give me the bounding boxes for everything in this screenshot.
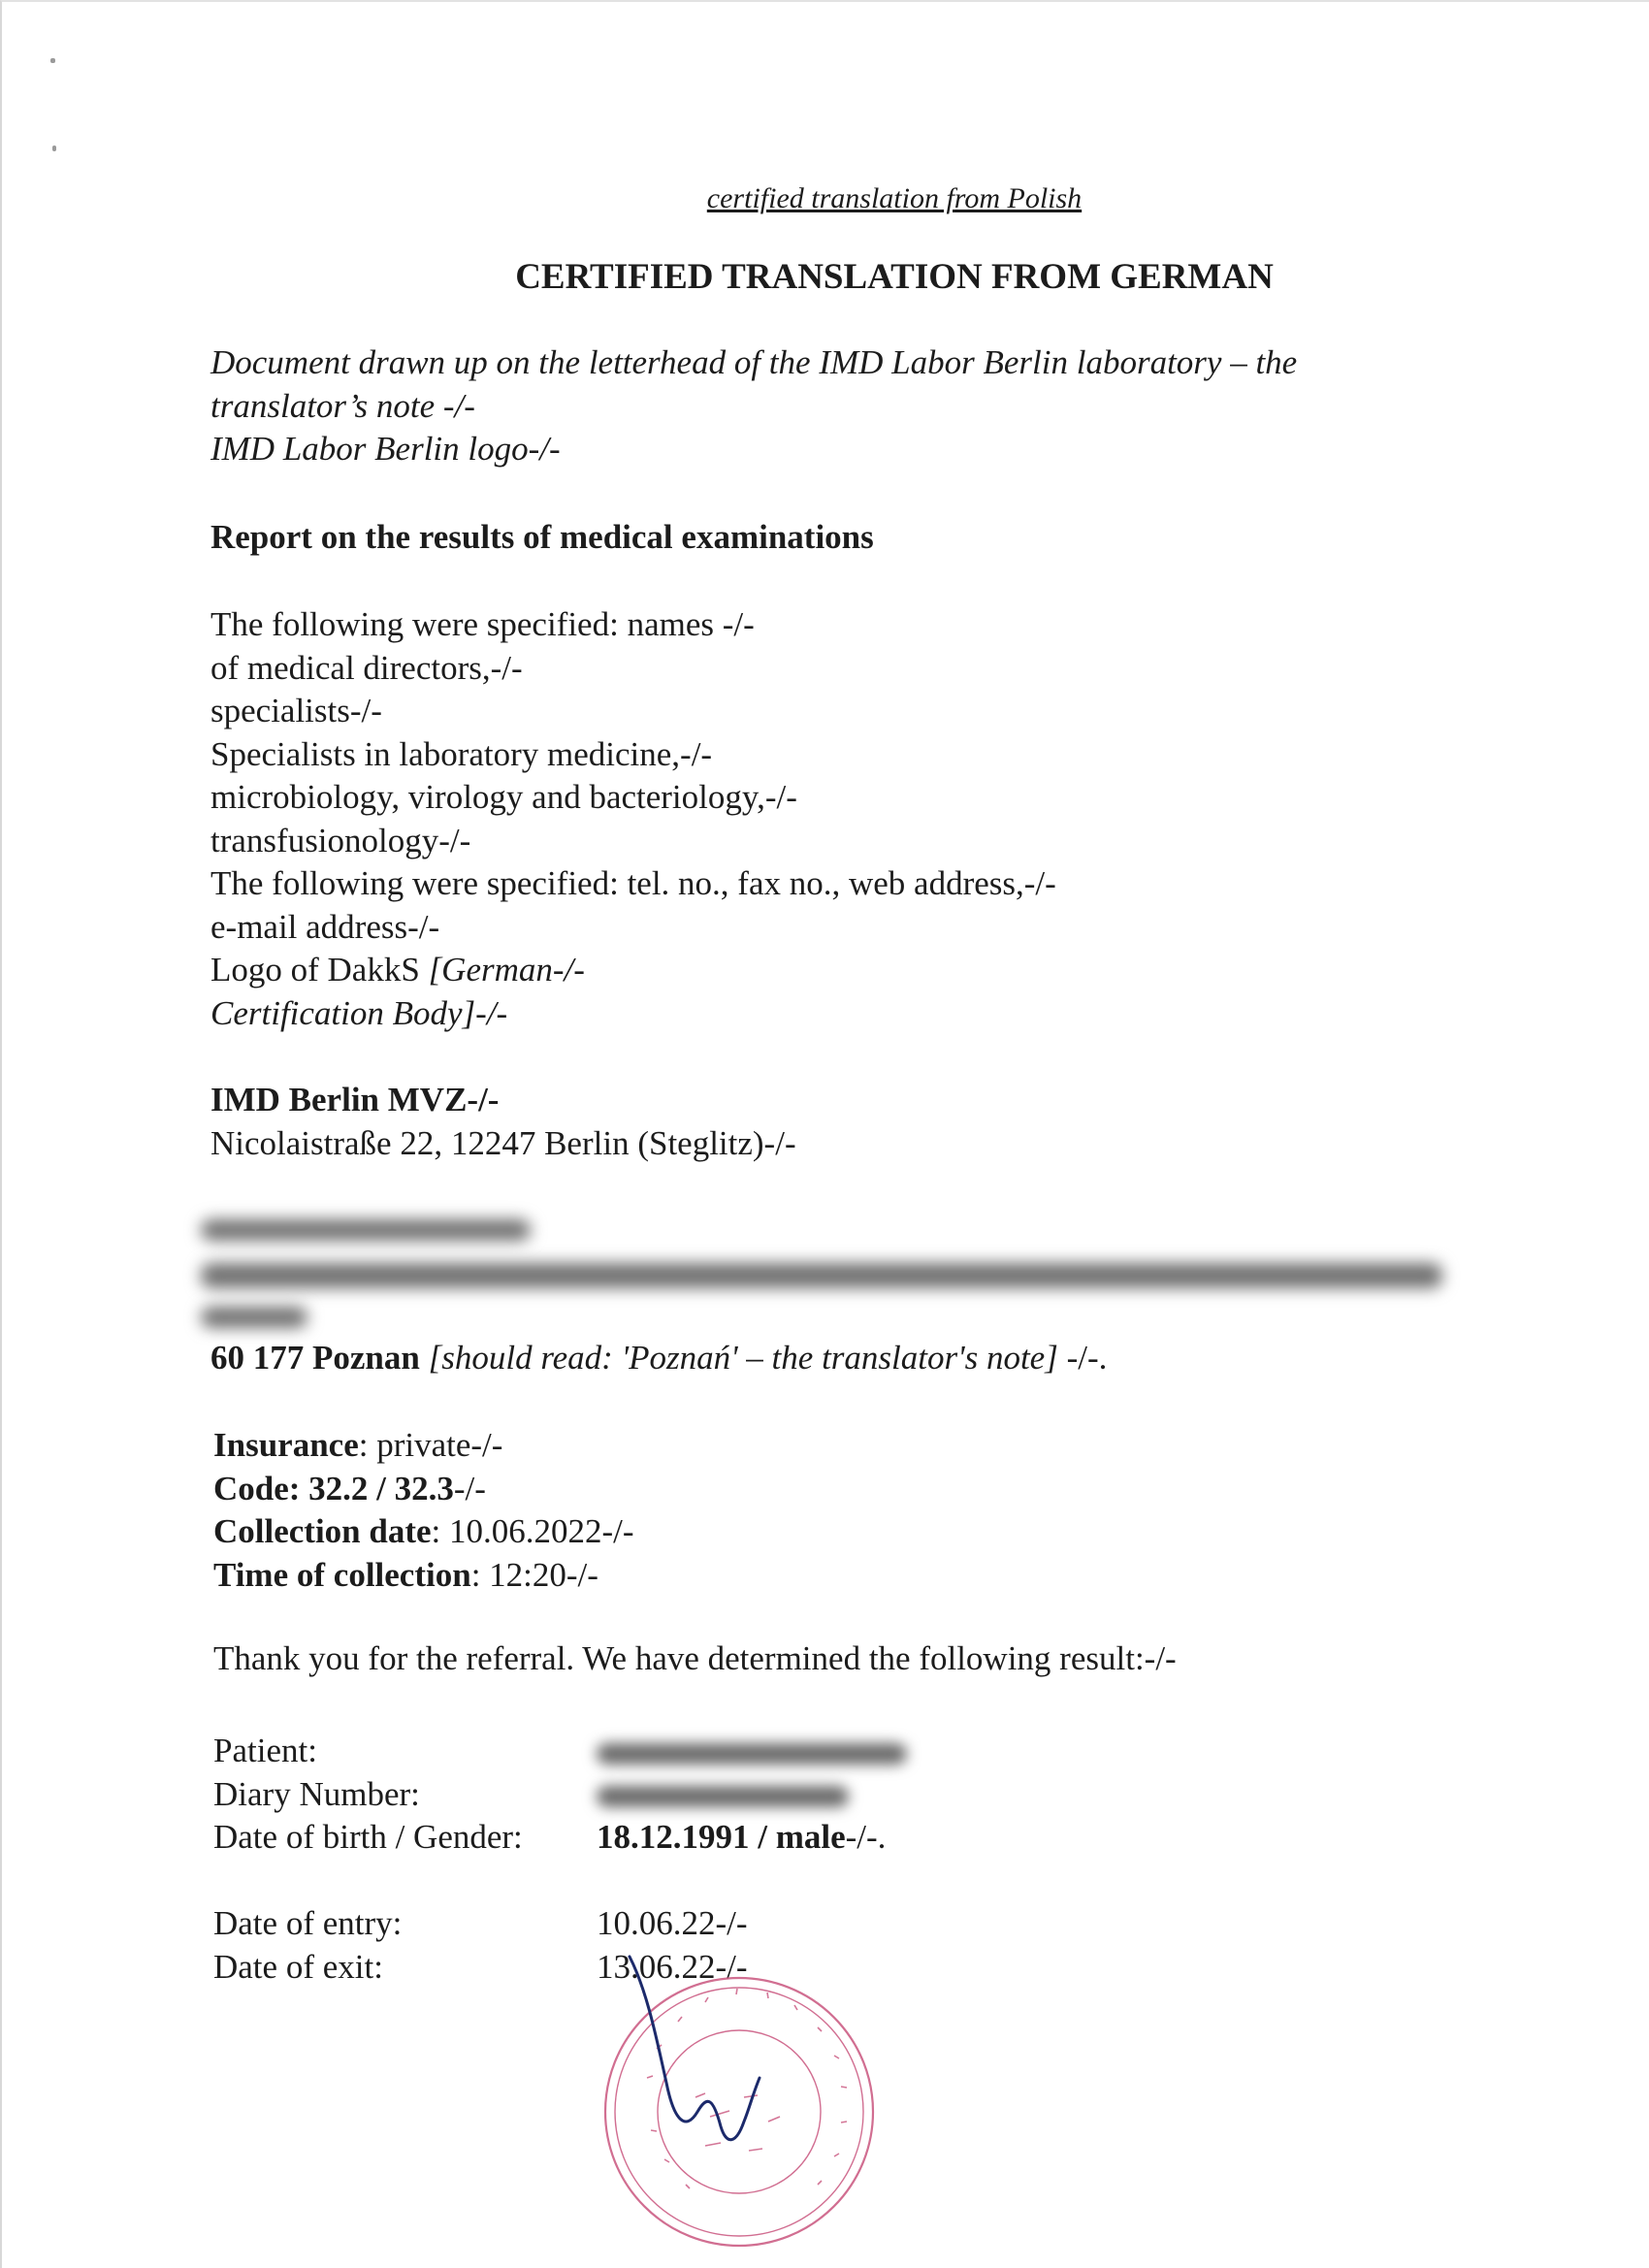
specified-line: of medical directors,-/- xyxy=(210,648,523,687)
time-of-collection-label: Time of collection xyxy=(213,1555,471,1594)
intro-line: translator’s note -/- xyxy=(210,386,475,425)
insurance-value: : private-/- xyxy=(358,1426,503,1464)
redacted-address-end xyxy=(201,1307,307,1328)
intro-line: Document drawn up on the letterhead of the IMD Labor Berlin laboratory – the xyxy=(210,343,1298,381)
lab-block xyxy=(210,1079,796,1165)
specified-block xyxy=(210,603,1056,1035)
report-heading: Report on the results of medical examinations xyxy=(210,518,874,556)
translator-seal-stamp xyxy=(589,1952,889,2262)
scan-speck xyxy=(50,58,55,63)
date-of-exit-label: Date of exit: xyxy=(213,1947,383,1986)
code-suffix: -/- xyxy=(453,1469,486,1507)
intro-block xyxy=(210,341,1297,471)
lab-address: Nicolaistraße 22, 12247 Berlin (Steglitz)-/- xyxy=(210,1123,796,1162)
insurance-label: Insurance xyxy=(213,1426,359,1464)
time-of-collection-value: : 12:20-/- xyxy=(470,1555,598,1594)
date-of-entry-label: Date of entry: xyxy=(213,1904,403,1942)
document-title: CERTIFIED TRANSLATION FROM GERMAN xyxy=(515,257,1274,297)
dob-gender-value: 18.12.1991 / male xyxy=(597,1818,846,1856)
specified-line: transfusionology-/- xyxy=(210,821,471,859)
dob-gender-suffix: -/-. xyxy=(845,1818,887,1856)
redacted-address xyxy=(201,1263,1442,1288)
recipient-suffix: -/-. xyxy=(1057,1339,1108,1377)
dakks-note: [German-/- xyxy=(428,951,585,988)
certification-line: Certification Body]-/- xyxy=(210,993,508,1032)
collection-date-value: : 10.06.2022-/- xyxy=(431,1512,634,1550)
translation-note-header: certified translation from Polish xyxy=(706,182,1083,214)
collection-date-label: Collection date xyxy=(213,1512,432,1550)
dakks-prefix: Logo of DakkS xyxy=(210,951,429,988)
recipient-note: [should read: 'Poznań' – the translator's note] xyxy=(419,1339,1058,1377)
specified-line: Specialists in laboratory medicine,-/- xyxy=(210,734,713,773)
date-of-exit-value: 13.06.22-/- xyxy=(597,1947,748,1986)
patient-label: Patient: xyxy=(213,1732,317,1769)
fields-block xyxy=(213,1424,634,1597)
thanks-line: Thank you for the referral. We have determined the following result:-/- xyxy=(213,1639,1177,1677)
lab-name: IMD Berlin MVZ-/- xyxy=(210,1081,500,1118)
specified-line: microbiology, virology and bacteriology,-/- xyxy=(210,778,797,816)
dakks-line xyxy=(210,949,1056,992)
diary-number-redacted xyxy=(597,1773,849,1817)
patient-value-redacted xyxy=(597,1730,907,1773)
intro-line: IMD Labor Berlin logo-/- xyxy=(210,430,561,468)
code-label: Code: 32.2 / 32.3 xyxy=(213,1469,454,1507)
specified-line: The following were specified: names -/- xyxy=(210,605,755,643)
specified-line: e-mail address-/- xyxy=(210,907,440,946)
diary-number-label: Diary Number: xyxy=(213,1774,420,1813)
scan-speck xyxy=(52,146,56,151)
recipient-postcode: 60 177 Poznan xyxy=(210,1339,420,1377)
dob-gender-label: Date of birth / Gender: xyxy=(213,1818,523,1856)
specified-line: The following were specified: tel. no., fax no., web address,-/- xyxy=(210,864,1056,902)
redacted-name xyxy=(201,1219,531,1241)
recipient-city-line xyxy=(210,1337,1107,1380)
signature xyxy=(630,1957,760,2140)
specified-line: specialists-/- xyxy=(210,692,382,729)
date-of-entry-value: 10.06.22-/- xyxy=(597,1904,748,1942)
